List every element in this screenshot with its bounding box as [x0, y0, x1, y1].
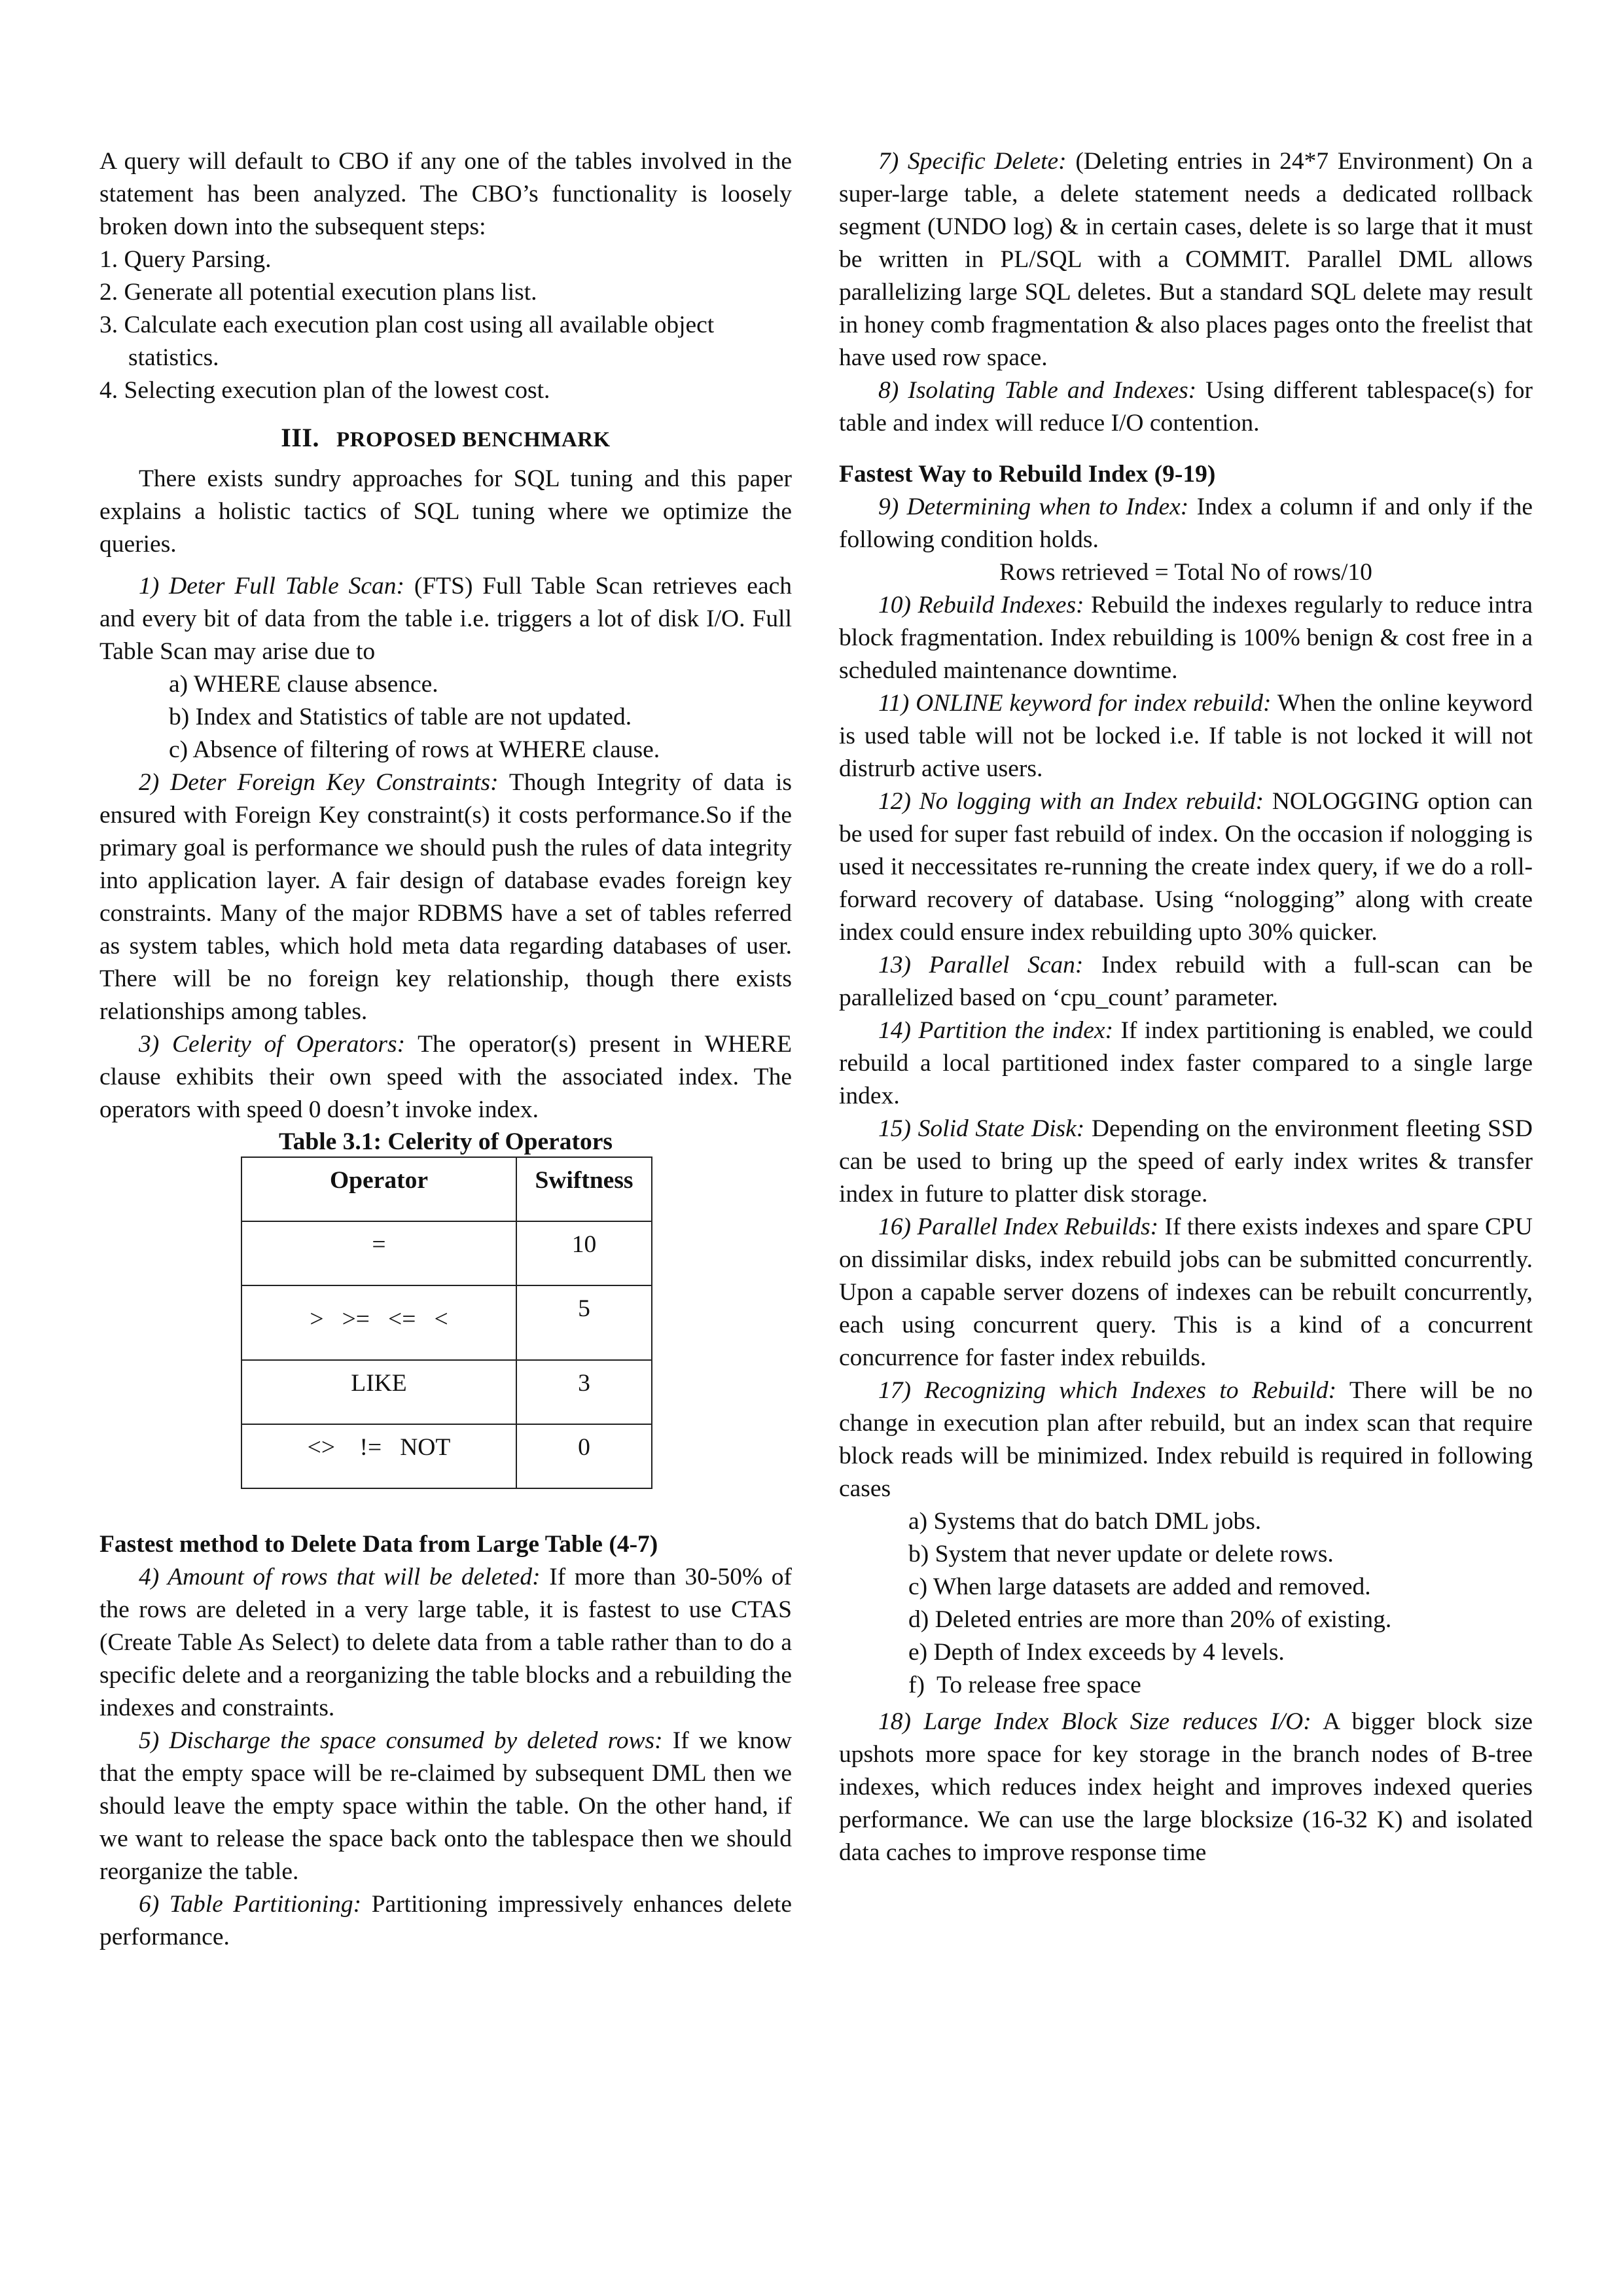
table-cell-swiftness: 0 [516, 1424, 652, 1488]
table-cell-swiftness: 5 [516, 1285, 652, 1360]
para-11-text: When the online keyword is used table will not be locked i.e. If table is not locked it will not distrurb active users. [839, 690, 1533, 782]
para-4-text: If more than 30-50% of the rows are deleted in a very large table, it is fastest to use CTAS (Create Table As Select) to delete data from a table rather than to do a specific delete and a reorganizing the table blocks and a rebuilding the indexes and constraints. [99, 1564, 792, 1721]
para-18-text: A bigger block size upshots more space for key storage in the branch nodes of B-tree indexes, which reduces index height and improves indexed queries performance. We can use the large blocksize (16-32 K) and isolated data caches to improve response time [839, 1708, 1533, 1866]
section-title: PROPOSED BENCHMARK [336, 428, 611, 452]
table-row [241, 1285, 652, 1360]
table-cell-swiftness: 3 [516, 1360, 652, 1424]
para-14-text: If index partitioning is enabled, we could rebuild a local partitioned index faster compared to a single large index. [839, 1017, 1533, 1109]
operator-table [241, 1157, 652, 1489]
cbo-intro: A query will default to CBO if any one of the tables involved in the statement has been analyzed. The CBO’s functionality is loosely broken down into the subsequent steps: [99, 148, 792, 240]
cbo-step-2: 2. Generate all potential execution plans list. [99, 279, 537, 306]
para-4 [99, 1561, 792, 1725]
delete-heading: Fastest method to Delete Data from Large Table (4-7) [99, 1531, 658, 1558]
para-6-text: Partitioning impressively enhances delete performance. [99, 1891, 792, 1950]
cbo-step-4: 4. Selecting execution plan of the lowest cost. [99, 377, 550, 404]
table-cell-operator: > >= <= < [241, 1285, 516, 1360]
table-header-row [241, 1157, 652, 1221]
para-13-text: Index rebuild with a full-scan can be parallelized based on ‘cpu_count’ parameter. [839, 952, 1533, 1011]
para-1-item-b: b) Index and Statistics of table are not updated. [169, 704, 632, 730]
para-9-title: 9) Determining when to Index: [878, 493, 1189, 520]
para-1-text: (FTS) Full Table Scan retrieves each and every bit of data from the table i.e. triggers a lot of disk I/O. Full Table Scan may arise due to [99, 573, 792, 665]
para-7-text: (Deleting entries in 24*7 Environment) On a super-large table, a delete statement needs a dedicated rollback segment (UNDO log) & in certain cases, delete is so large that it must be written in PL/SQL with a COMMIT. Parallel DML allows parallelizing large SQL deletes. But a standard SQL delete may result in honey comb fragmentation & also places pages onto the freelist that have used row space. [839, 148, 1533, 371]
table-cell-swiftness: 10 [516, 1221, 652, 1285]
para-1-title: 1) Deter Full Table Scan: [139, 573, 404, 600]
para-17-item-d: d) Deleted entries are more than 20% of existing. [908, 1606, 1392, 1633]
para-9 [839, 491, 1533, 556]
para-7-title: 7) Specific Delete: [878, 148, 1067, 175]
table-row [241, 1360, 652, 1424]
section-heading [99, 422, 792, 456]
para-3-text: The operator(s) present in WHERE clause exhibits their own speed with the associated index. The operators with speed 0 doesn’t invoke index. [99, 1031, 792, 1123]
para-18-title: 18) Large Index Block Size reduces I/O: [878, 1708, 1311, 1735]
para-13 [839, 949, 1533, 1014]
para-12-text: NOLOGGING option can be used for super fast rebuild of index. On the occasion if nologging is used it neccessitates re-running the create index query, if we do a roll-forward recovery of database. Using “nologging” along with create index could ensure index rebuilding upto 30% quicker. [839, 788, 1533, 946]
para-12 [839, 785, 1533, 949]
para-15-title: 15) Solid State Disk: [878, 1115, 1085, 1142]
para-13-title: 13) Parallel Scan: [878, 952, 1084, 978]
para-16-text: If there exists indexes and spare CPU on dissimilar disks, index rebuild jobs can be submitted concurrently. Upon a capable server dozens of indexes can be rebuilt concurrently, each using concurrent query. This is a kind of a concurrent concurrence for faster index rebuilds. [839, 1213, 1533, 1371]
para-8 [839, 374, 1533, 440]
cbo-step-3: 3. Calculate each execution plan cost using all available object statistics. [99, 312, 715, 371]
para-17-item-b: b) System that never update or delete rows. [908, 1541, 1334, 1568]
para-3-title: 3) Celerity of Operators: [139, 1031, 406, 1058]
para-8-title: 8) Isolating Table and Indexes: [878, 377, 1197, 404]
para-1-item-c: c) Absence of filtering of rows at WHERE clause. [169, 736, 660, 763]
para-14-title: 14) Partition the index: [878, 1017, 1114, 1044]
para-6-title: 6) Table Partitioning: [139, 1891, 362, 1918]
section-number: III. [281, 423, 319, 452]
table-cell-operator: = [241, 1221, 516, 1285]
table-header-operator: Operator [241, 1157, 516, 1221]
para-17-item-c: c) When large datasets are added and removed. [908, 1573, 1371, 1600]
left-column [99, 145, 792, 1954]
para-6 [99, 1888, 792, 1954]
table-row [241, 1424, 652, 1488]
para-2-title: 2) Deter Foreign Key Constraints: [139, 769, 499, 796]
para-4-title: 4) Amount of rows that will be deleted: [139, 1564, 541, 1590]
para-1-item-a: a) WHERE clause absence. [169, 671, 438, 698]
para-5-text: If we know that the empty space will be re-claimed by subsequent DML then we should leave the empty space within the table. On the other hand, if we want to release the space back onto the tablespace then we should reorganize the table. [99, 1727, 792, 1885]
para-10 [839, 589, 1533, 687]
para-11-title: 11) ONLINE keyword for index rebuild: [878, 690, 1272, 717]
para-8-text: Using different tablespace(s) for table and index will reduce I/O contention. [839, 377, 1533, 437]
para-17-title: 17) Recognizing which Indexes to Rebuild: [878, 1377, 1337, 1404]
para-10-title: 10) Rebuild Indexes: [878, 592, 1084, 619]
para-17 [839, 1374, 1533, 1505]
para-17-item-a: a) Systems that do batch DML jobs. [908, 1508, 1262, 1535]
para-18 [839, 1706, 1533, 1869]
para-17-item-f: f) To release free space [908, 1672, 1141, 1698]
para-10-text: Rebuild the indexes regularly to reduce intra block fragmentation. Index rebuilding is 100% benign & cost free in a scheduled maintenance downtime. [839, 592, 1533, 684]
table-cell-operator: <> != NOT [241, 1424, 516, 1488]
para-5-title: 5) Discharge the space consumed by deleted rows: [139, 1727, 663, 1754]
para-1 [99, 570, 792, 668]
right-column [839, 145, 1533, 1869]
para-11 [839, 687, 1533, 785]
table-row [241, 1221, 652, 1285]
rows-formula: Rows retrieved = Total No of rows/10 [999, 559, 1372, 586]
para-5 [99, 1725, 792, 1888]
para-16-title: 16) Parallel Index Rebuilds: [878, 1213, 1159, 1240]
section-intro: There exists sundry approaches for SQL tuning and this paper explains a holistic tactics of SQL tuning where we optimize the queries. [99, 465, 792, 558]
para-2-text: Though Integrity of data is ensured with Foreign Key constraint(s) it costs performance.So if the primary goal is performance we should push the rules of data integrity into application layer. A fair design of database evades foreign key constraints. Many of the major RDBMS have a set of tables referred as system tables, which hold meta data regarding databases of user. There will be no foreign key relationship, though there exists relationships among tables. [99, 769, 792, 1025]
table-header-swiftness: Swiftness [516, 1157, 652, 1221]
table-cell-operator: LIKE [241, 1360, 516, 1424]
para-9-text: Index a column if and only if the following condition holds. [839, 493, 1533, 553]
para-17-item-e: e) Depth of Index exceeds by 4 levels. [908, 1639, 1285, 1666]
para-12-title: 12) No logging with an Index rebuild: [878, 788, 1264, 815]
para-2 [99, 766, 792, 1028]
rebuild-heading: Fastest Way to Rebuild Index (9-19) [839, 461, 1216, 488]
para-3 [99, 1028, 792, 1126]
para-15 [839, 1113, 1533, 1211]
table-caption: Table 3.1: Celerity of Operators [279, 1128, 613, 1155]
cbo-step-1: 1. Query Parsing. [99, 246, 272, 273]
para-15-text: Depending on the environment fleeting SSD can be used to bring up the speed of early index writes & transfer index in future to platter disk storage. [839, 1115, 1533, 1208]
para-7 [839, 145, 1533, 374]
para-16 [839, 1211, 1533, 1374]
para-17-text: There will be no change in execution plan after rebuild, but an index scan that require block reads will be minimized. Index rebuild is required in following cases [839, 1377, 1533, 1502]
para-14 [839, 1014, 1533, 1113]
